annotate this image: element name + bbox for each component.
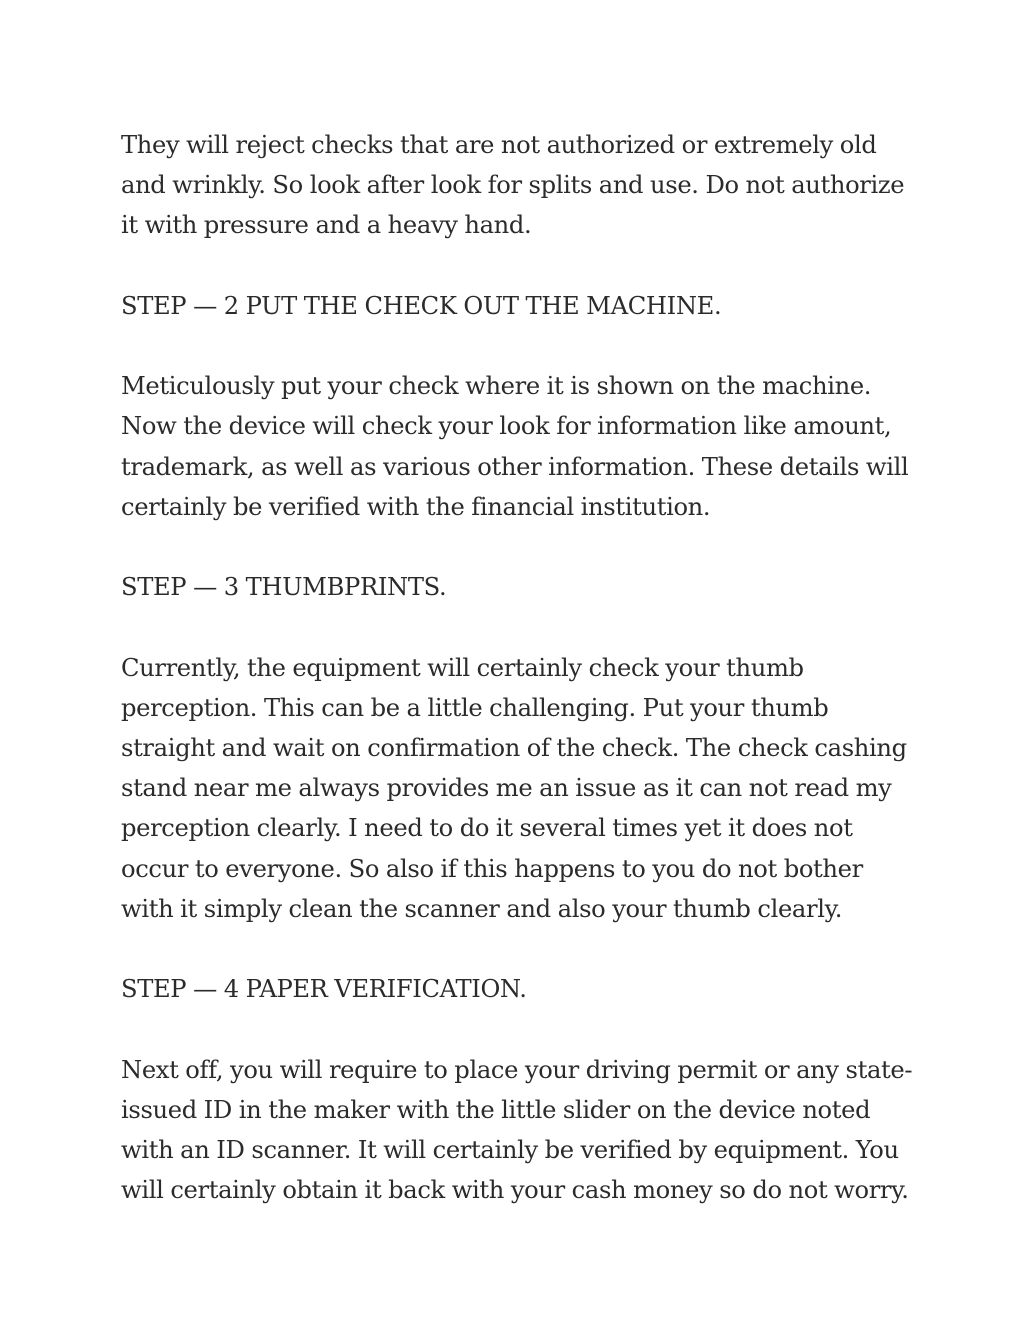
paragraph-line: it with pressure and a heavy hand. — [121, 211, 532, 240]
paragraph-line: stand near me always provides me an issue as it can not read my — [121, 774, 892, 803]
paragraph-line: perception clearly. I need to do it several times yet it does not — [121, 814, 853, 843]
paragraph-check-rejection — [121, 125, 911, 246]
step-3-heading: STEP — 3 THUMBPRINTS. — [121, 573, 447, 602]
paragraph-line: Next off, you will require to place your driving permit or any state- — [121, 1055, 913, 1084]
document-page — [121, 125, 911, 1251]
step-2-heading: STEP — 2 PUT THE CHECK OUT THE MACHINE. — [121, 291, 722, 320]
paragraph-line: occur to everyone. So also if this happens to you do not bother — [121, 854, 863, 883]
paragraph-line: with an ID scanner. It will certainly be verified by equipment. You — [121, 1135, 899, 1164]
paragraph-line: Now the device will check your look for information like amount, — [121, 412, 892, 441]
paragraph-line: They will reject checks that are not authorized or extremely old — [121, 131, 877, 159]
paragraph-line: perception. This can be a little challenging. Put your thumb — [121, 693, 829, 722]
paragraph-line: Currently, the equipment will certainly check your thumb — [121, 653, 804, 682]
paragraph-line: straight and wait on confirmation of the check. The check cashing — [121, 733, 907, 762]
paragraph-line: and wrinkly. So look after look for splits and use. Do not authorize — [121, 171, 905, 200]
paragraph-line: issued ID in the maker with the little slider on the device noted — [121, 1095, 871, 1124]
paragraph-line: certainly be verified with the financial institution. — [121, 492, 711, 521]
paragraph-line: Meticulously put your check where it is shown on the machine. — [121, 372, 872, 401]
paragraph-line: will certainly obtain it back with your cash money so do not worry. — [121, 1176, 909, 1205]
paragraph-line: trademark, as well as various other information. These details will — [121, 452, 909, 481]
paragraph-paper-verification — [121, 1050, 911, 1211]
paragraph-insert-check — [121, 366, 911, 527]
step-4-heading: STEP — 4 PAPER VERIFICATION. — [121, 975, 527, 1004]
paragraph-line: with it simply clean the scanner and also your thumb clearly. — [121, 894, 843, 923]
paragraph-thumbprints — [121, 648, 911, 929]
